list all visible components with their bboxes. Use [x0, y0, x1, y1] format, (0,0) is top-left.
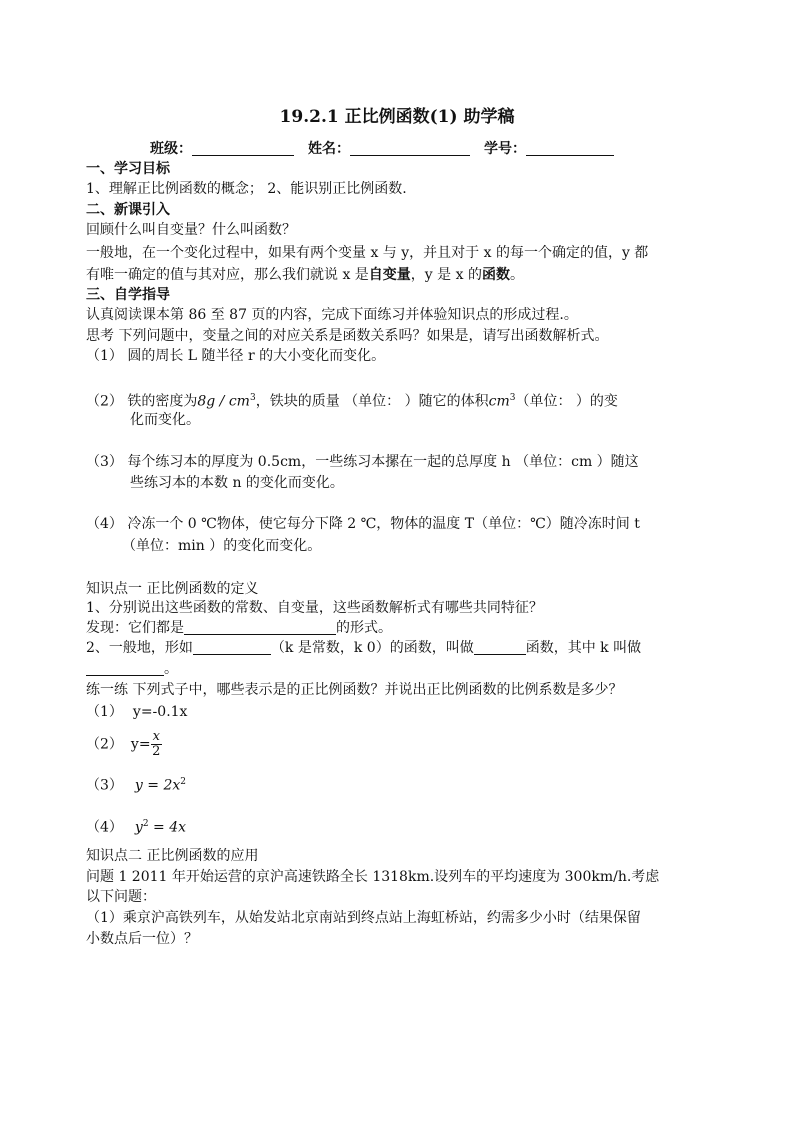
fraction-x-over-2 — [151, 730, 162, 759]
problem-4-line-2: （单位：min ）的变化而变化。 — [122, 538, 322, 554]
name-label: 姓名： — [308, 141, 350, 157]
volume-unit-exponent: 3 — [509, 393, 516, 403]
class-blank[interactable] — [192, 141, 294, 156]
fraction-denominator: 2 — [152, 744, 161, 759]
exercise-expression: y= — [130, 736, 151, 753]
problem-text: （单位： ）的变 — [515, 393, 618, 410]
exercise-expression: y — [134, 819, 143, 836]
section-heading-selfstudy: 三、自学指导 — [86, 287, 170, 303]
exercise-expression: = 4x — [148, 819, 187, 836]
name-blank[interactable] — [350, 141, 470, 156]
exercise-label: （1） — [86, 704, 123, 720]
reading-instruction: 认真阅读课本第 86 至 87 页的内容，完成下面练习并体验知识点的形成过程.。 — [86, 307, 578, 323]
kp1-question-1: 1、分别说出这些函数的常数、自变量，这些函数解析式有哪些共同特征？ — [86, 600, 543, 616]
coefficient-blank[interactable] — [86, 661, 164, 676]
kp2-problem-line-2: 以下问题： — [86, 889, 156, 905]
section-heading-goals: 一、学习目标 — [86, 161, 170, 177]
problem-text: 化而变化。 — [130, 412, 200, 428]
exercise-label: （2） — [86, 736, 123, 753]
exercise-expression: y = 2x — [134, 777, 181, 794]
id-blank[interactable] — [526, 141, 614, 156]
exercise-expression: y=-0.1x — [132, 704, 188, 720]
class-label: 班级： — [150, 141, 192, 157]
found-blank[interactable] — [184, 620, 336, 635]
think-question: 思考 下列问题中，变量之间的对应关系是函数关系吗？如果是，请写出函数解析式。 — [86, 328, 609, 344]
problem-1: （1） 圆的周长 L 随半径 r 的大小变化而变化。 — [86, 348, 386, 364]
kp2-sub1-line-1: （1）乘京沪高铁列车，从始发站北京南站到终点站上海虹桥站，约需多少小时（结果保留 — [86, 910, 641, 926]
found-text: 发现：它们都是 — [86, 620, 184, 636]
kp1-found — [86, 618, 714, 638]
exercise-4 — [86, 814, 714, 838]
fraction-numerator: x — [152, 729, 160, 744]
kp2-problem-line-1: 问题 1 2011 年开始运营的京沪高速铁路全长 1318km.设列车的平均速度为 300km/h.考虑 — [86, 869, 660, 885]
found-text: 的形式。 — [336, 620, 392, 636]
exercise-1 — [86, 702, 714, 722]
problem-3-line-2: 些练习本的本数 n 的变化而变化。 — [130, 475, 344, 491]
definition-line-1: 一般地，在一个变化过程中，如果有两个变量 x 与 y，并且对于 x 的每一个确定的值，y 都 — [86, 245, 649, 261]
problem-text: ，铁块的质量 （单位： ）随它的体积 — [255, 393, 489, 410]
section-heading-intro: 二、新课引入 — [86, 202, 170, 218]
kp2-sub1-line-2: 小数点后一位）？ — [86, 931, 198, 947]
question-text: 。 — [164, 661, 178, 677]
goals-text: 1、理解正比例函数的概念； 2、能识别正比例函数. — [86, 181, 407, 197]
definition-text: 。 — [509, 267, 524, 283]
problem-2-line-2 — [120, 410, 758, 430]
kp1-question-2 — [86, 638, 714, 658]
question-text: 2、一般地，形如 — [86, 640, 193, 656]
exercise-2 — [86, 730, 714, 766]
kp1-question-2-cont — [86, 659, 714, 679]
density-value: 8g / cm — [197, 393, 250, 410]
id-label: 学号： — [484, 141, 526, 157]
exponent: 2 — [142, 819, 149, 829]
question-text: （k 是常数，k 0）的函数，叫做 — [270, 640, 474, 656]
exercise-3 — [86, 772, 714, 796]
exercise-label: （4） — [86, 819, 123, 836]
term-independent-variable: 自变量 — [368, 267, 411, 283]
page-title: 19.2.1 正比例函数(1) 助学稿 — [279, 107, 515, 127]
question-text: 函数，其中 k 叫做 — [525, 640, 642, 656]
definition-text: 有唯一确定的值与其对应，那么我们就说 x 是 — [86, 267, 369, 283]
definition-line-2 — [86, 265, 714, 285]
volume-unit: cm — [488, 393, 510, 410]
problem-3-line-1: （3） 每个练习本的厚度为 0.5cm，一些练习本摞在一起的总厚度 h （单位：cm ）随这 — [86, 454, 639, 470]
density-exponent: 3 — [249, 393, 256, 403]
problem-text: （2） 铁的密度为 — [86, 393, 198, 410]
form-blank[interactable] — [193, 640, 271, 655]
kp2-heading: 知识点二 正比例函数的应用 — [86, 848, 259, 864]
exponent: 2 — [180, 777, 186, 787]
intro-question: 回顾什么叫自变量？什么叫函数？ — [86, 222, 296, 238]
exercise-label: （3） — [86, 777, 123, 794]
kp1-heading: 知识点一 正比例函数的定义 — [86, 581, 259, 597]
problem-4-line-1: （4） 冷冻一个 0 ℃物体，使它每分下降 2 ℃，物体的温度 T（单位：℃）随冷冻时间 t — [86, 516, 640, 532]
problem-2-line-1 — [86, 388, 714, 412]
definition-text: ，y 是 x 的 — [410, 267, 482, 283]
student-info-line — [150, 139, 778, 159]
practice-prompt: 练一练 下列式子中，哪些表示是的正比例函数？并说出正比例函数的比例系数是多少？ — [86, 682, 623, 698]
term-function: 函数 — [481, 267, 510, 283]
function-name-blank[interactable] — [474, 640, 526, 655]
